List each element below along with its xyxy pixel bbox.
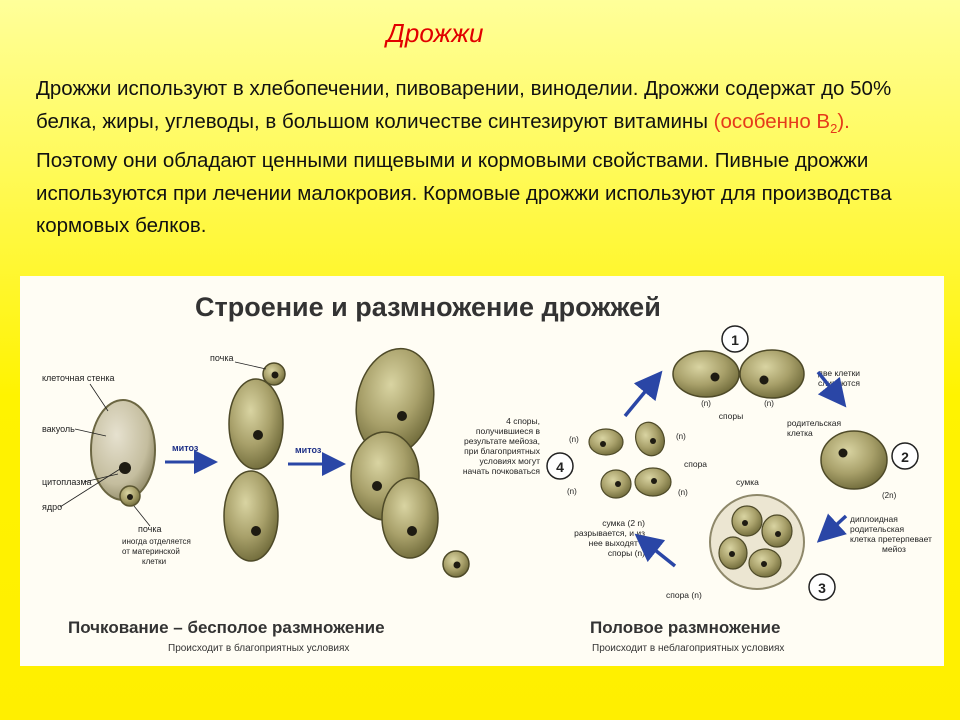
intro-text-2: Поэтому они обладают ценными пищевыми и кормовыми свойствами. Пивные дрожжи используются при лечении малокровия. Кормовые дрожжи используют для производства кормовых белков. <box>36 149 892 238</box>
vitamin-highlight: (особенно $В_2$). <box>713 109 850 136</box>
ascus-burst-note <box>574 518 645 558</box>
stage-2-parent-cell <box>821 431 918 500</box>
mitosis-arrow-1 <box>165 443 212 462</box>
svg-text:клетки: клетки <box>142 557 167 566</box>
svg-text:2: 2 <box>901 449 909 465</box>
mitosis-arrow-2 <box>288 445 340 464</box>
svg-text:сливаются: сливаются <box>818 378 860 388</box>
label-spore-n: спора (n) <box>666 590 702 600</box>
label-cell-wall: клеточная стенка <box>42 373 115 383</box>
label-bud-top: почка <box>210 353 234 363</box>
svg-text:сумка (2 n): сумка (2 n) <box>602 518 645 528</box>
svg-text:мейоз: мейоз <box>882 544 906 554</box>
svg-text:(n): (n) <box>678 488 688 497</box>
budding-cell-1 <box>91 400 155 506</box>
svg-text:получившиеся в: получившиеся в <box>475 426 540 436</box>
sexual-footer-sub: Происходит в неблагоприятных условиях <box>592 643 785 654</box>
svg-text:клетка претерпевает: клетка претерпевает <box>850 534 932 544</box>
svg-text:начать почковаться: начать почковаться <box>462 466 540 476</box>
svg-text:3: 3 <box>818 580 826 596</box>
label-cytoplasm: цитоплазма <box>42 477 92 487</box>
svg-text:(2n): (2n) <box>882 491 897 500</box>
svg-text:митоз: митоз <box>295 445 322 455</box>
svg-text:1: 1 <box>731 332 739 348</box>
svg-text:иногда отделяется: иногда отделяется <box>122 537 191 546</box>
svg-text:при благоприятных: при благоприятных <box>464 446 540 456</box>
svg-text:(n): (n) <box>569 435 579 444</box>
figure-heading: Строение и размножение дрожжей <box>195 292 661 322</box>
intro-text-1: Дрожжи используют в хлебопечении, пивоварении, виноделии. Дрожжи содержат до 50% белка, жиры, углеводы, в большом количестве синтезируют витамины <box>36 77 892 133</box>
budding-cell-3 <box>347 341 469 577</box>
svg-text:(n): (n) <box>764 399 774 408</box>
svg-text:митоз: митоз <box>172 443 199 453</box>
stage-3-ascus <box>710 495 835 600</box>
spores-note <box>463 416 541 476</box>
budding-cell-2 <box>224 363 285 561</box>
label-spore: спора <box>684 459 708 469</box>
svg-text:споры (n): споры (n) <box>607 548 645 558</box>
stage-1-two-spores <box>673 326 804 421</box>
sexual-footer-title: Половое размножение <box>590 618 781 637</box>
svg-text:диплоидная: диплоидная <box>850 514 898 524</box>
label-nucleus: ядро <box>42 502 63 512</box>
svg-text:условиях могут: условиях могут <box>479 456 540 466</box>
svg-text:нее выходят 4: нее выходят 4 <box>588 538 645 548</box>
svg-text:(n): (n) <box>567 487 577 496</box>
svg-text:две клетки: две клетки <box>818 368 861 378</box>
budding-footer-sub: Происходит в благоприятных условиях <box>168 643 350 654</box>
svg-text:от материнской: от материнской <box>122 547 180 556</box>
label-spores: споры <box>718 411 744 421</box>
label-bud: почка <box>138 524 162 534</box>
svg-text:клетка: клетка <box>787 428 813 438</box>
label-ascus: сумка <box>736 477 759 487</box>
svg-text:(n): (n) <box>701 399 711 408</box>
budding-footer-title: Почкование – бесполое размножение <box>68 618 385 637</box>
svg-text:родительская: родительская <box>787 418 842 428</box>
diploid-note <box>850 514 932 554</box>
svg-text:разрывается, и из: разрывается, и из <box>574 528 645 538</box>
svg-text:(n): (n) <box>676 432 686 441</box>
svg-text:4: 4 <box>556 459 564 475</box>
stage-4-four-spores <box>547 418 707 498</box>
svg-text:4 споры,: 4 споры, <box>506 416 540 426</box>
label-vacuole: вакуоль <box>42 424 75 434</box>
svg-text:результате мейоза,: результате мейоза, <box>463 436 540 446</box>
intro-paragraph <box>36 73 916 243</box>
svg-text:родительская: родительская <box>850 524 905 534</box>
slide-title: Дрожжи <box>386 18 484 48</box>
yeast-diagram <box>20 276 944 666</box>
